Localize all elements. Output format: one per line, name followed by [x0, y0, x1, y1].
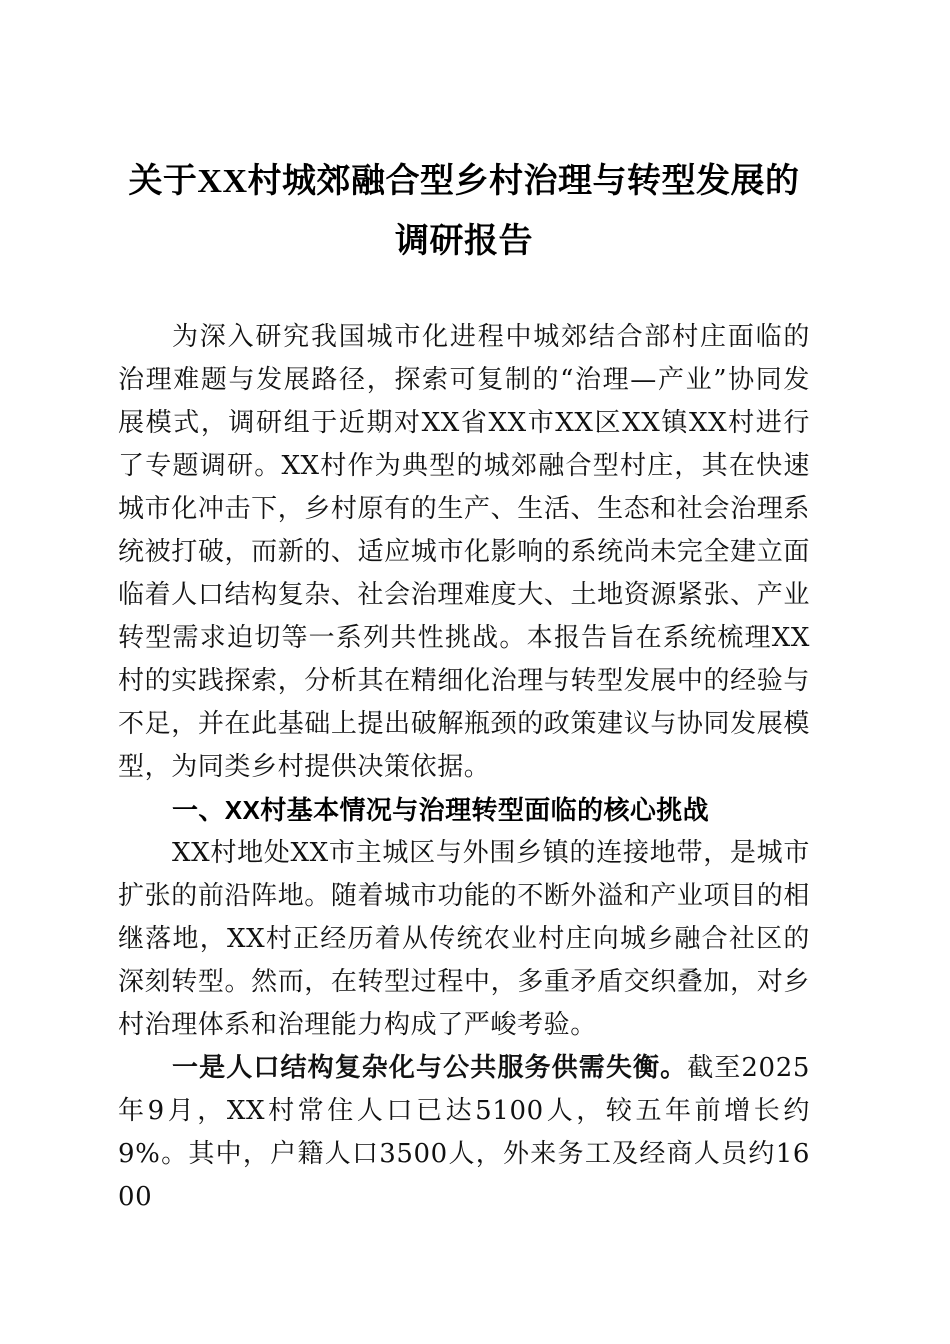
paragraph-introduction-text: 为深入研究我国城市化进程中城郊结合部村庄面临的治理难题与发展路径，探索可复制的“治理—产业”协同发展模式，调研组于近期对XX省XX市XX区XX镇XX村进行了专题调研。XX村作为典型的城郊融合型村庄，其在快速城市化冲击下，乡村原有的生产、生活、生态和社会治理系统被打破，而新的、适应城市化影响的系统尚未完全建立面临着人口结构复杂、社会治理难度大、土地资源紧张、产业转型需求迫切等一系列共性挑战。本报告旨在系统梳理XX村的实践探索，分析其在精细化治理与转型发展中的经验与不足，并在此基础上提出破解瓶颈的政策建议与协同发展模型，为同类乡村提供决策依据。 — [118, 322, 810, 782]
page-title — [118, 0, 810, 272]
paragraph-population-structure — [118, 1047, 810, 1219]
section-heading-1-text: 一、XX村基本情况与治理转型面临的核心挑战 — [172, 795, 710, 825]
document-title-text: 关于XX村城郊融合型乡村治理与转型发展的调研报告 — [128, 163, 800, 260]
document-content — [118, 0, 810, 1219]
paragraph-introduction — [118, 316, 810, 789]
section-heading-1 — [118, 789, 810, 832]
paragraph-village-overview-text: XX村地处XX市主城区与外围乡镇的连接地带，是城市扩张的前沿阵地。随着城市功能的不断外溢和产业项目的相继落地，XX村正经历着从传统农业村庄向城乡融合社区的深刻转型。然而，在转型过程中，多重矛盾交织叠加，对乡村治理体系和治理能力构成了严峻考验。 — [118, 838, 810, 1040]
paragraph-lead-in-bold: 一是人口结构复杂化与公共服务供需失衡。 — [172, 1053, 688, 1083]
paragraph-village-overview — [118, 832, 810, 1047]
paragraph-population-structure-text: 截至2025年9月，XX村常住人口已达5100人，较五年前增长约9%。其中，户籍人口3500人，外来务工及经商人员约1600 — [118, 1053, 810, 1212]
